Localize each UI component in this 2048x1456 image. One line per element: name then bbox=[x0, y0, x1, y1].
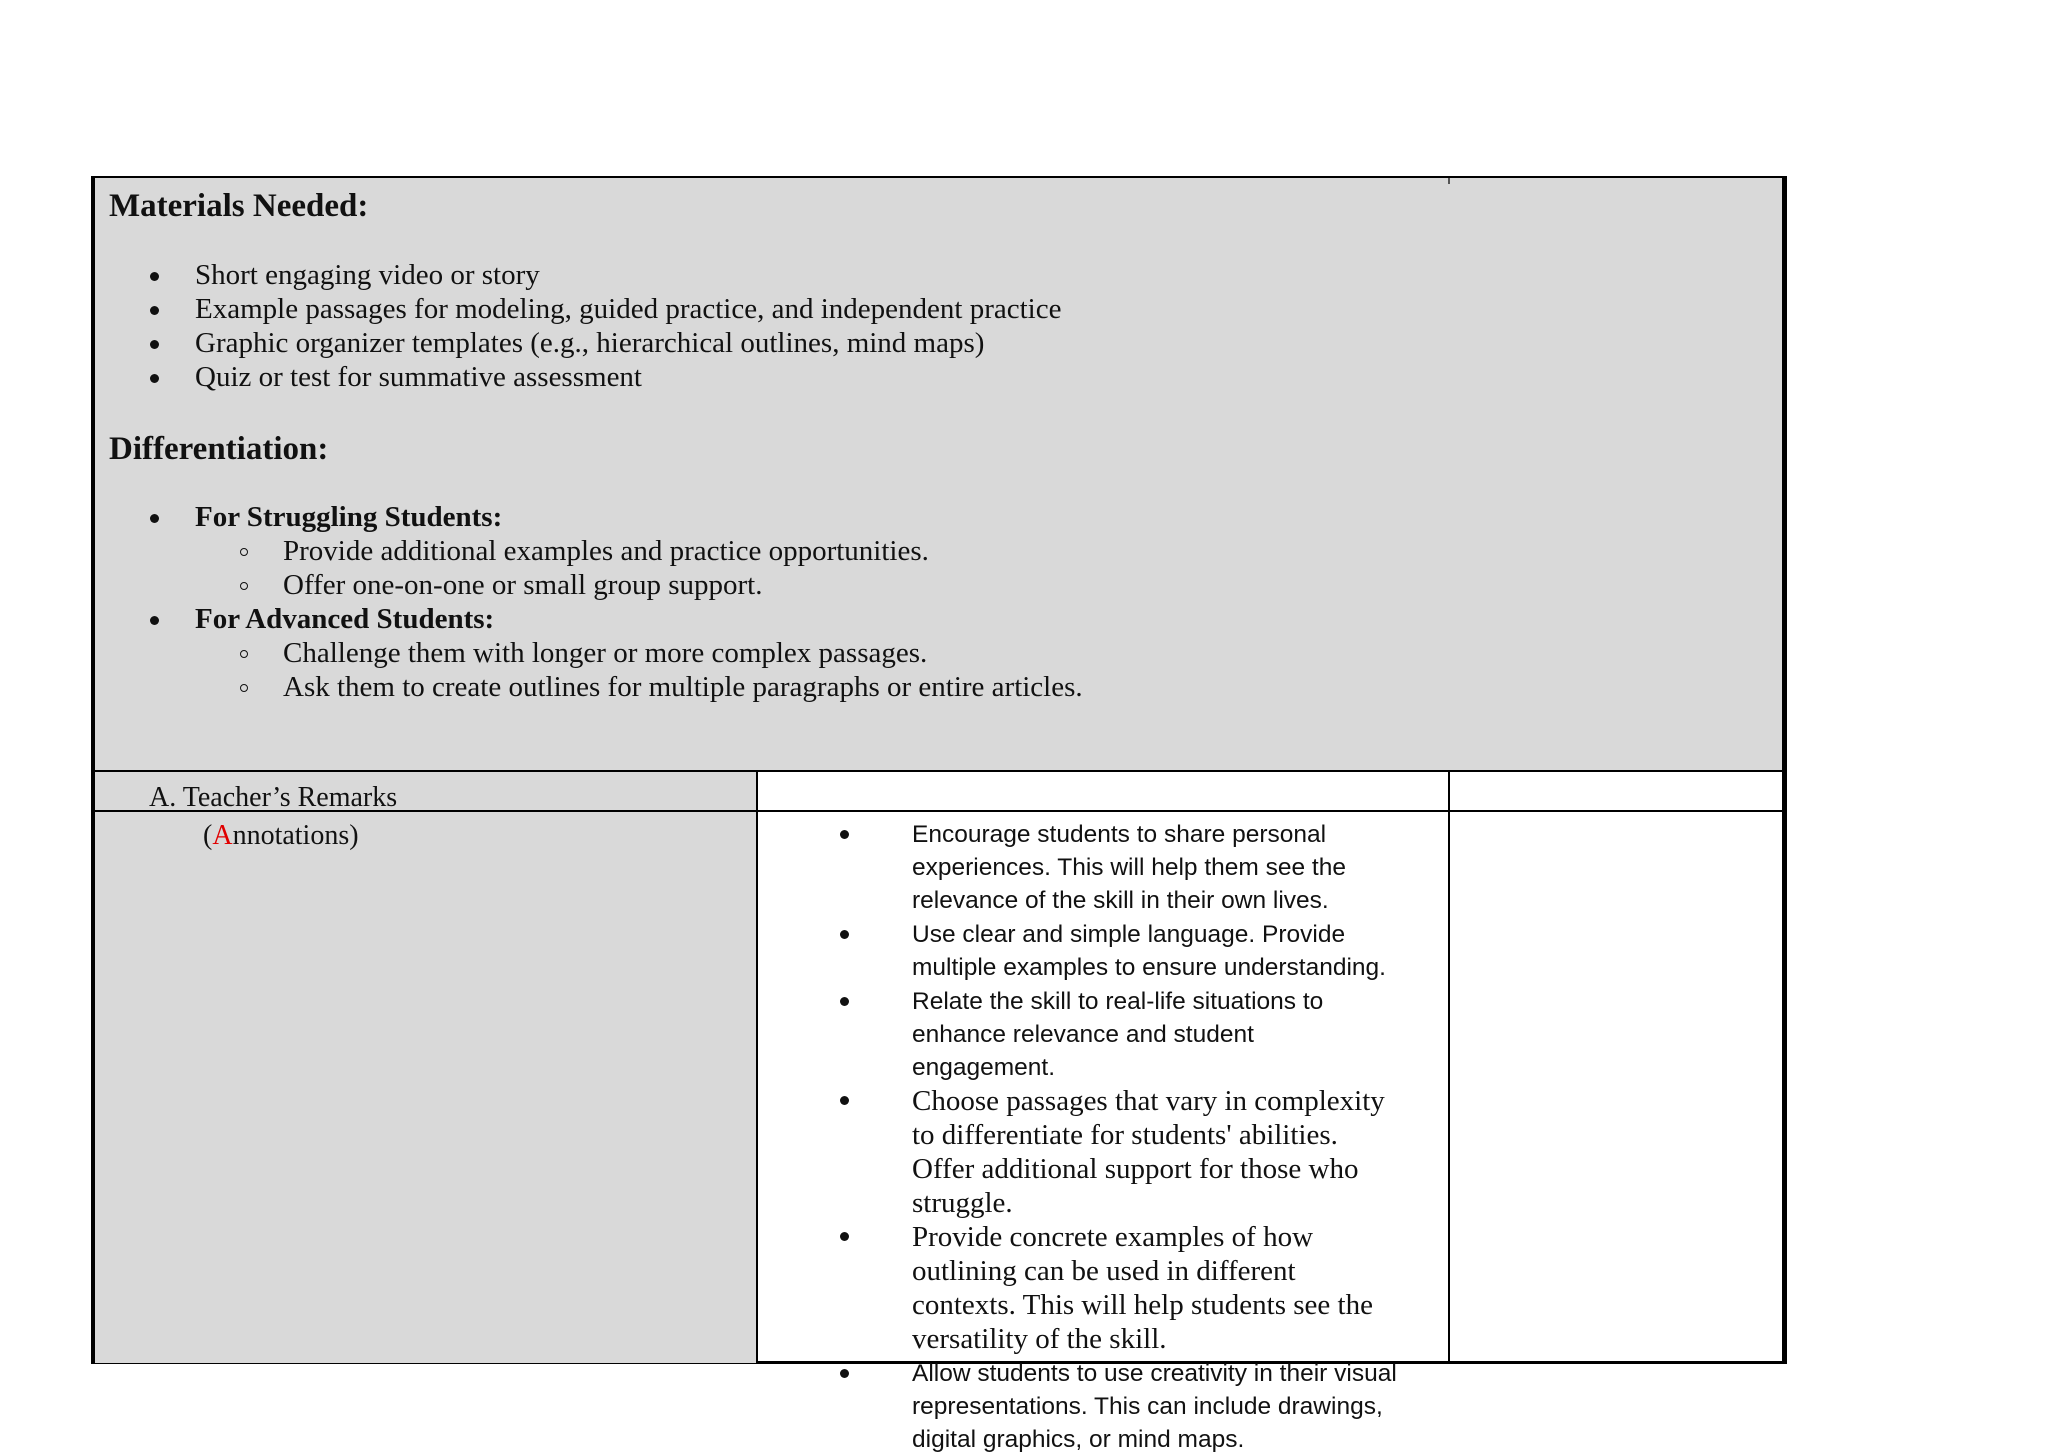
list-item-text: Challenge them with longer or more complex passages. bbox=[283, 637, 928, 669]
annotations-label-cell bbox=[95, 812, 756, 1363]
differentiation-heading: Differentiation: bbox=[109, 431, 329, 467]
bullet-icon bbox=[840, 1096, 849, 1105]
bullet-icon bbox=[840, 830, 849, 839]
bullet-icon bbox=[150, 340, 159, 349]
list-item bbox=[95, 360, 1061, 394]
lesson-plan-table bbox=[91, 176, 1787, 1453]
sub-list-item bbox=[95, 670, 1083, 704]
list-item bbox=[812, 1220, 1402, 1356]
circle-bullet-icon bbox=[240, 582, 248, 590]
list-item-text: Provide concrete examples of how outlining can be used in different contexts. This will help students see the versatility of the skill. bbox=[912, 1221, 1373, 1355]
column-divider bbox=[756, 770, 758, 1363]
list-item-text: Choose passages that vary in complexity to differentiate for students' abilities. Offer additional support for those who struggle. bbox=[912, 1085, 1385, 1219]
annotations-open-paren: ( bbox=[203, 820, 213, 851]
materials-heading: Materials Needed: bbox=[109, 188, 369, 224]
circle-bullet-icon bbox=[240, 650, 248, 658]
list-item-text: Use clear and simple language. Provide multiple examples to ensure understanding. bbox=[912, 921, 1386, 981]
list-item-text: Example passages for modeling, guided practice, and independent practice bbox=[195, 293, 1062, 325]
sub-list bbox=[95, 534, 1083, 602]
bullet-icon bbox=[150, 306, 159, 315]
list-item-text: Graphic organizer templates (e.g., hierarchical outlines, mind maps) bbox=[195, 327, 985, 359]
row-divider bbox=[95, 770, 1782, 772]
list-item bbox=[95, 326, 1061, 360]
list-item bbox=[812, 1357, 1402, 1456]
list-item-text: Relate the skill to real-life situations to enhance relevance and student engagement. bbox=[912, 988, 1324, 1081]
list-item-text: Short engaging video or story bbox=[195, 259, 540, 291]
list-item bbox=[95, 602, 1083, 704]
sub-list-item bbox=[95, 534, 1083, 568]
group-label: For Struggling Students: bbox=[195, 501, 503, 533]
annotations-label bbox=[203, 820, 359, 852]
list-item-text: Ask them to create outlines for multiple paragraphs or entire articles. bbox=[283, 671, 1083, 703]
sub-list-item bbox=[95, 568, 1083, 602]
circle-bullet-icon bbox=[240, 548, 248, 556]
sub-list bbox=[95, 636, 1083, 704]
bullet-icon bbox=[150, 616, 159, 625]
list-item-text: Offer one-on-one or small group support. bbox=[283, 569, 763, 601]
materials-list bbox=[95, 258, 1061, 394]
teacher-remarks-label: A. Teacher’s Remarks bbox=[149, 782, 398, 813]
bullet-icon bbox=[840, 930, 849, 939]
list-item-text: Allow students to use creativity in their visual representations. This can include drawings, digital graphics, or mind maps. bbox=[912, 1360, 1397, 1453]
circle-bullet-icon bbox=[240, 684, 248, 692]
bullet-icon bbox=[150, 514, 159, 523]
list-item bbox=[95, 292, 1061, 326]
list-item bbox=[812, 818, 1402, 917]
list-item bbox=[95, 258, 1061, 292]
bullet-icon bbox=[840, 1369, 849, 1378]
bullet-icon bbox=[840, 997, 849, 1006]
materials-differentiation-cell bbox=[95, 178, 1782, 772]
list-item bbox=[812, 1084, 1402, 1220]
list-item-text: Encourage students to share personal experiences. This will help them see the relevance of the skill in their own lives. bbox=[912, 821, 1346, 914]
annotations-label-rest: nnotations) bbox=[232, 820, 359, 851]
annotations-accent-letter: A bbox=[212, 820, 233, 851]
teacher-notes-list bbox=[812, 818, 1402, 1456]
bullet-icon bbox=[840, 1232, 849, 1241]
list-item-text: Provide additional examples and practice opportunities. bbox=[283, 535, 929, 567]
column-divider bbox=[1448, 770, 1450, 1363]
list-item bbox=[812, 985, 1402, 1084]
sub-list-item bbox=[95, 636, 1083, 670]
bullet-icon bbox=[150, 272, 159, 281]
differentiation-list bbox=[95, 500, 1083, 704]
list-item-text: Quiz or test for summative assessment bbox=[195, 361, 642, 393]
list-item bbox=[812, 918, 1402, 984]
list-item bbox=[95, 500, 1083, 602]
column-divider-tick bbox=[1448, 178, 1450, 184]
group-label: For Advanced Students: bbox=[195, 603, 495, 635]
bullet-icon bbox=[150, 374, 159, 383]
